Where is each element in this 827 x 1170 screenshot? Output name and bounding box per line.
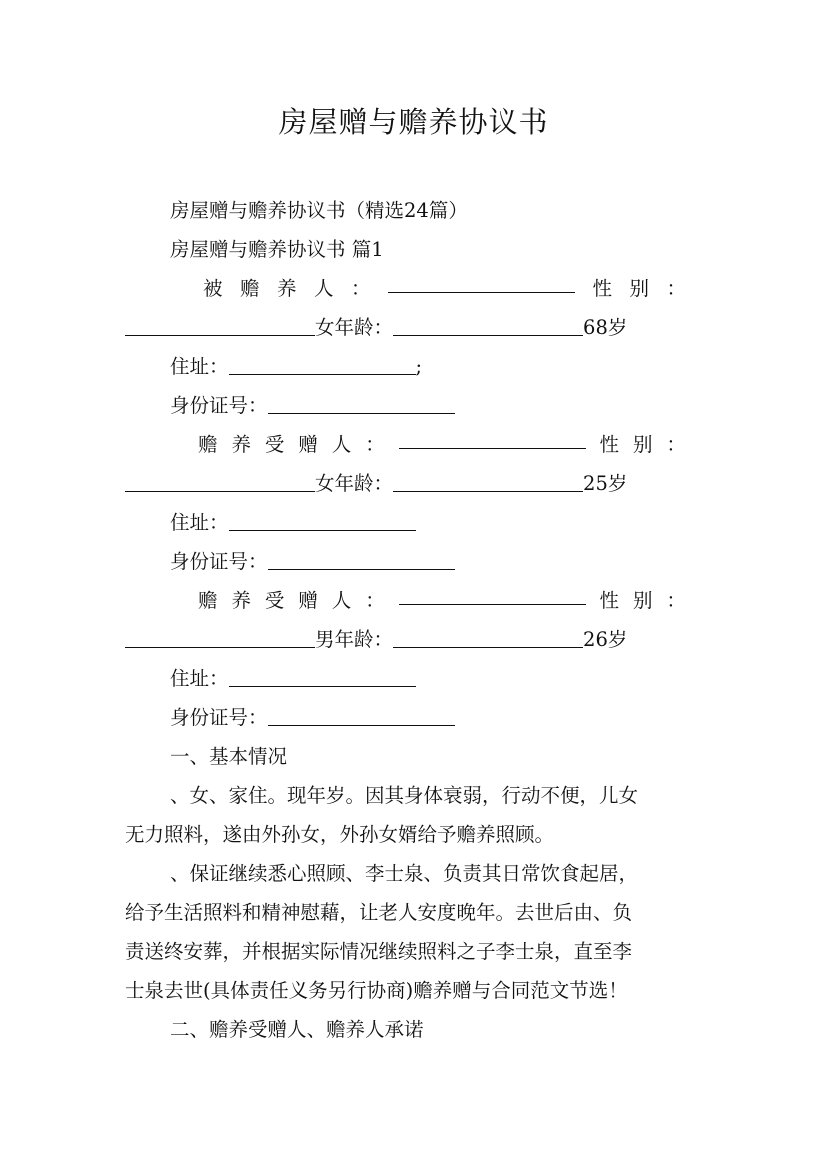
gender-blank[interactable]	[125, 317, 315, 336]
age-blank[interactable]	[393, 473, 583, 492]
name-blank[interactable]	[399, 430, 586, 449]
party2-gender-age-row	[125, 469, 627, 499]
heading-commitment: 二、赡养受赠人、赡养人承诺	[170, 1018, 424, 1041]
paragraph-line: 无力照料，遂由外孙女，外孙女婿给予赡养照顾。	[125, 823, 555, 846]
label-char: 人	[314, 277, 334, 300]
document-title: 房屋赠与赡养协议书	[278, 105, 549, 139]
party3-address-row	[170, 664, 416, 694]
label-char: 别	[632, 589, 653, 612]
party3-id-row	[170, 703, 455, 733]
paragraph-line: 、保证继续悉心照顾、李士泉、负责其日常饮食起居，	[170, 862, 639, 885]
label-char: 被	[203, 277, 223, 300]
label-char: 性	[599, 433, 620, 456]
label-char: 赠	[298, 589, 318, 612]
address-label: 住址：	[170, 355, 229, 378]
age-label: 年龄：	[334, 316, 394, 339]
label-char: 性	[592, 277, 612, 300]
age-value: 68岁	[583, 316, 628, 339]
party1-gender-age-row	[125, 313, 627, 343]
id-blank[interactable]	[268, 707, 455, 726]
label-char: ：	[666, 277, 686, 300]
paragraph-line: 、女、家住。现年岁。因其身体衰弱，行动不便，儿女	[170, 784, 639, 807]
name-blank[interactable]	[388, 274, 575, 293]
label-char: 赡	[198, 433, 218, 456]
label-char: 人	[331, 589, 352, 612]
gender-value: 女	[315, 316, 335, 339]
label-char: ：	[666, 433, 686, 456]
party2-id-row	[170, 547, 455, 577]
id-label: 身份证号：	[170, 394, 268, 417]
id-label: 身份证号：	[170, 706, 268, 729]
paragraph-line: 士泉去世(具体责任义务另行协商)赡养赠与合同范文节选！	[125, 979, 628, 1002]
label-char: 养	[277, 277, 297, 300]
id-label: 身份证号：	[170, 550, 268, 573]
label-char: ：	[666, 589, 686, 612]
address-label: 住址：	[170, 511, 229, 534]
paragraph-line: 给予生活照料和精神慰藉，让老人安度晚年。去世后由、负	[125, 901, 633, 924]
gender-blank[interactable]	[125, 629, 315, 648]
party1-id-row	[170, 391, 455, 421]
subtitle: 房屋赠与赡养协议书（精选24篇）	[170, 199, 468, 222]
label-char: 赡	[240, 277, 260, 300]
address-blank[interactable]	[229, 668, 416, 687]
label-char: 人	[331, 433, 352, 456]
name-blank[interactable]	[399, 586, 586, 605]
party3-gender-age-row	[125, 625, 627, 655]
label-char: 受	[264, 589, 285, 612]
age-label: 年龄：	[334, 628, 394, 651]
id-blank[interactable]	[268, 551, 455, 570]
age-blank[interactable]	[393, 317, 583, 336]
section-heading: 房屋赠与赡养协议书 篇1	[170, 238, 384, 261]
age-label: 年龄：	[334, 472, 394, 495]
label-char: 赠	[298, 433, 318, 456]
label-char: 别	[632, 433, 653, 456]
label-char: 养	[231, 433, 251, 456]
address-blank[interactable]	[229, 356, 416, 375]
address-blank[interactable]	[229, 512, 416, 531]
gender-blank[interactable]	[125, 473, 315, 492]
label-char: ：	[365, 589, 385, 612]
party1-label-row	[203, 274, 686, 304]
address-tail: ;	[415, 355, 423, 378]
age-value: 26岁	[583, 628, 628, 651]
address-label: 住址：	[170, 667, 229, 690]
party3-label-row	[198, 586, 686, 616]
label-char: 受	[264, 433, 285, 456]
label-char: 赡	[198, 589, 218, 612]
age-value: 25岁	[583, 472, 628, 495]
label-char: 养	[231, 589, 251, 612]
age-blank[interactable]	[393, 629, 583, 648]
id-blank[interactable]	[268, 395, 455, 414]
gender-value: 男	[315, 628, 335, 651]
gender-value: 女	[315, 472, 335, 495]
party2-label-row	[198, 430, 686, 460]
paragraph-line: 责送终安葬，并根据实际情况继续照料之子李士泉，直至李	[125, 940, 633, 963]
label-char: 别	[629, 277, 649, 300]
label-char: 性	[599, 589, 620, 612]
label-char: ：	[351, 277, 371, 300]
party2-address-row	[170, 508, 416, 538]
party1-address-row	[170, 352, 422, 382]
label-char: ：	[365, 433, 385, 456]
heading-basic-info: 一、基本情况	[170, 745, 288, 768]
